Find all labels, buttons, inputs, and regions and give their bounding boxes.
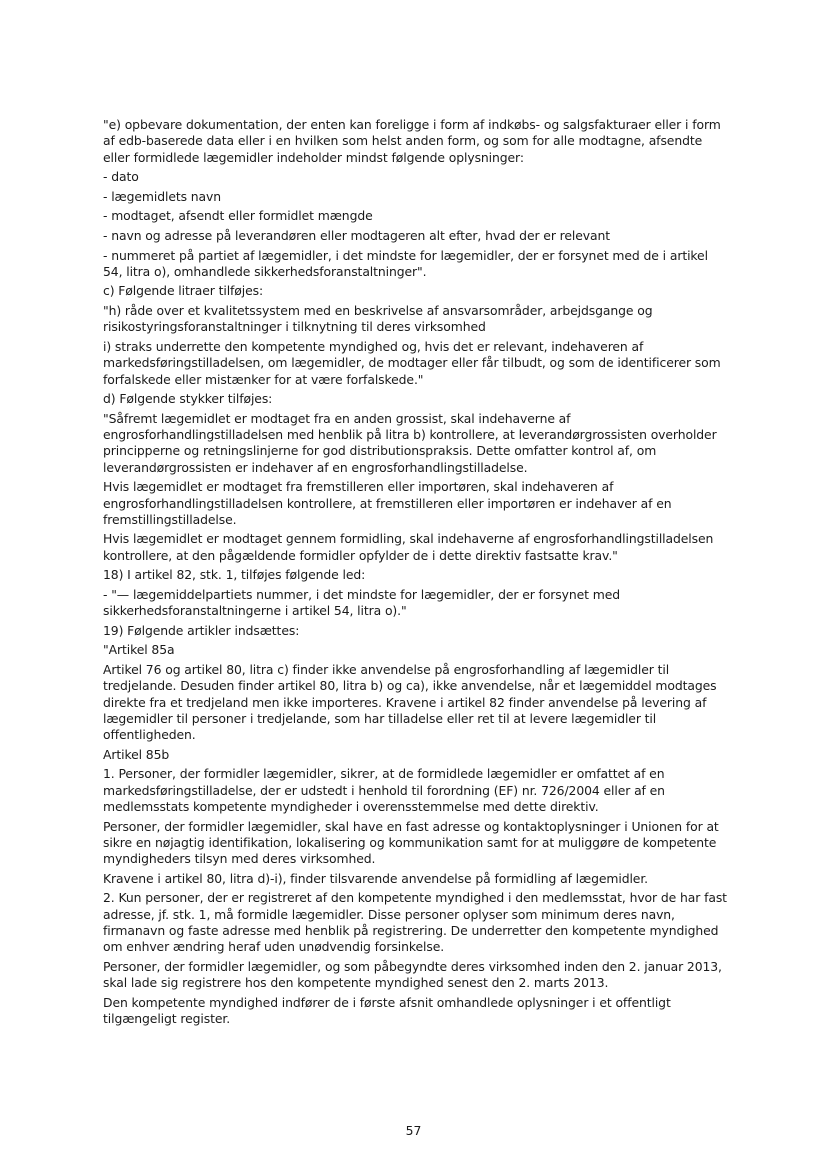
article-85a-heading: "Artikel 85a bbox=[103, 642, 175, 658]
article-85b-fixed-address: Personer, der formidler lægemidler, skal have en fast adresse og kontaktoplysninger i Unionen for at sikre en nøjagtig identifikation, lokalisering og kommunikation samt for at muliggøre de kompetente myndigheders tilsyn med deres virksomhed. bbox=[103, 818, 719, 867]
article-85b-public-register: Den kompetente myndighed indfører de i første afsnit omhandlede oplysninger i et offentligt tilgængeligt register. bbox=[103, 994, 671, 1026]
paragraph-e-documentation: "e) opbevare dokumentation, der enten kan foreligge i form af indkøbs- og salgsfakturaer eller i form af edb-baserede data eller i en hvilken som helst anden form, og som for alle modtagne, afsendte eller formidlede lægemidler indeholder mindst følgende oplysninger: bbox=[103, 117, 721, 165]
document-body bbox=[103, 117, 731, 1031]
paragraph-batch-number-item: - "— lægemiddelpartiets nummer, i det mindste for lægemidler, der er forsynet med sikkerhedsforanstaltningerne i artikel 54, litra o)." bbox=[103, 586, 621, 619]
article-85b-paragraph-1: 1. Personer, der formidler lægemidler, sikrer, at de formidlede lægemidler er omfattet af en markedsføringstilladelse, der er udstedt i henhold til forordning (EF) nr. 726/2004 eller af en medlemsstats kompetente myndigheder i overensstemmelse med dette direktiv. bbox=[103, 766, 665, 814]
paragraph-received-from-manufacturer: Hvis lægemidlet er modtaget fra fremstilleren eller importøren, skal indehaveren af engrosforhandlingstilladelsen kontrollere, at fremstilleren eller importøren er indehaver af en fremstillingstilladelse. bbox=[103, 479, 672, 527]
article-85a-text: Artikel 76 og artikel 80, litra c) finder ikke anvendelse på engrosforhandling af lægemidler til tredjelande. Desuden finder artikel 80, litra b) og ca), ikke anvendelse, når et lægemiddel modtages direkte fra et tredjeland men ikke importeres. Kravene i artikel 82 finder anvendelse på levering af lægemidler til personer i tredjelande, som har tilladelse eller ret til at levere lægemidler til offentligheden. bbox=[103, 661, 717, 743]
page-number: 57 bbox=[405, 1123, 422, 1138]
paragraph-received-from-wholesaler: "Såfremt lægemidlet er modtaget fra en anden grossist, skal indehaverne af engrosforhandlingstilladelsen med henblik på litra b) kontrollere, at leverandørgrossisten overholder principperne og retningslinjerne for god distributionspraksis. Dette omfatter kontrol af, om leverandørgrossisten er indehaver af en engrosforhandlingstilladelse. bbox=[103, 410, 717, 475]
paragraph-19-heading: 19) Følgende artikler indsættes: bbox=[103, 622, 300, 638]
list-item-product-name: - lægemidlets navn bbox=[103, 188, 222, 204]
list-item-date: - dato bbox=[103, 169, 139, 185]
list-item-name-address: - navn og adresse på leverandøren eller modtageren alt efter, hvad der er relevant bbox=[103, 227, 610, 243]
list-item-batch-number: - nummeret på partiet af lægemidler, i det mindste for lægemidler, der er forsynet med de i artikel 54, litra o), omhandlede sikkerhedsforanstaltninger". bbox=[103, 247, 708, 279]
paragraph-18-heading: 18) I artikel 82, stk. 1, tilføjes følgende led: bbox=[103, 567, 366, 583]
article-85b-heading: Artikel 85b bbox=[103, 746, 170, 762]
article-85b-requirements: Kravene i artikel 80, litra d)-i), finder tilsvarende anvendelse på formidling af lægemidler. bbox=[103, 870, 649, 886]
article-85b-registration-deadline: Personer, der formidler lægemidler, og som påbegyndte deres virksomhed inden den 2. januar 2013, skal lade sig registrere hos den kompetente myndighed senest den 2. marts 2013. bbox=[103, 958, 722, 991]
paragraph-h-quality-system: "h) råde over et kvalitetssystem med en beskrivelse af ansvarsområder, arbejdsgange og risikostyringsforanstaltninger i tilknytning til deres virksomhed bbox=[103, 303, 653, 335]
paragraph-received-via-brokering: Hvis lægemidlet er modtaget gennem formidling, skal indehaverne af engrosforhandlingstilladelsen kontrollere, at den pågældende formidler opfylder de i dette direktiv fastsatte krav." bbox=[103, 531, 714, 563]
list-item-quantity: - modtaget, afsendt eller formidlet mængde bbox=[103, 208, 373, 224]
paragraph-i-notify-authority: i) straks underrette den kompetente myndighed og, hvis det er relevant, indehaveren af markedsføringstilladelsen, om lægemidler, de modtager eller får tilbudt, og som de identificerer som forfalskede eller mistænker for at være forfalskede." bbox=[103, 338, 721, 387]
paragraph-c-heading: c) Følgende litraer tilføjes: bbox=[103, 283, 264, 299]
article-85b-paragraph-2: 2. Kun personer, der er registreret af den kompetente myndighed i den medlemsstat, hvor de har fast adresse, jf. stk. 1, må formidle lægemidler. Disse personer oplyser som minimum deres navn, firmanavn og faste adresse med henblik på registrering. De underretter den kompetente myndighed om enhver ændring heraf uden unødvendig forsinkelse. bbox=[103, 890, 727, 955]
paragraph-d-heading: d) Følgende stykker tilføjes: bbox=[103, 391, 273, 407]
